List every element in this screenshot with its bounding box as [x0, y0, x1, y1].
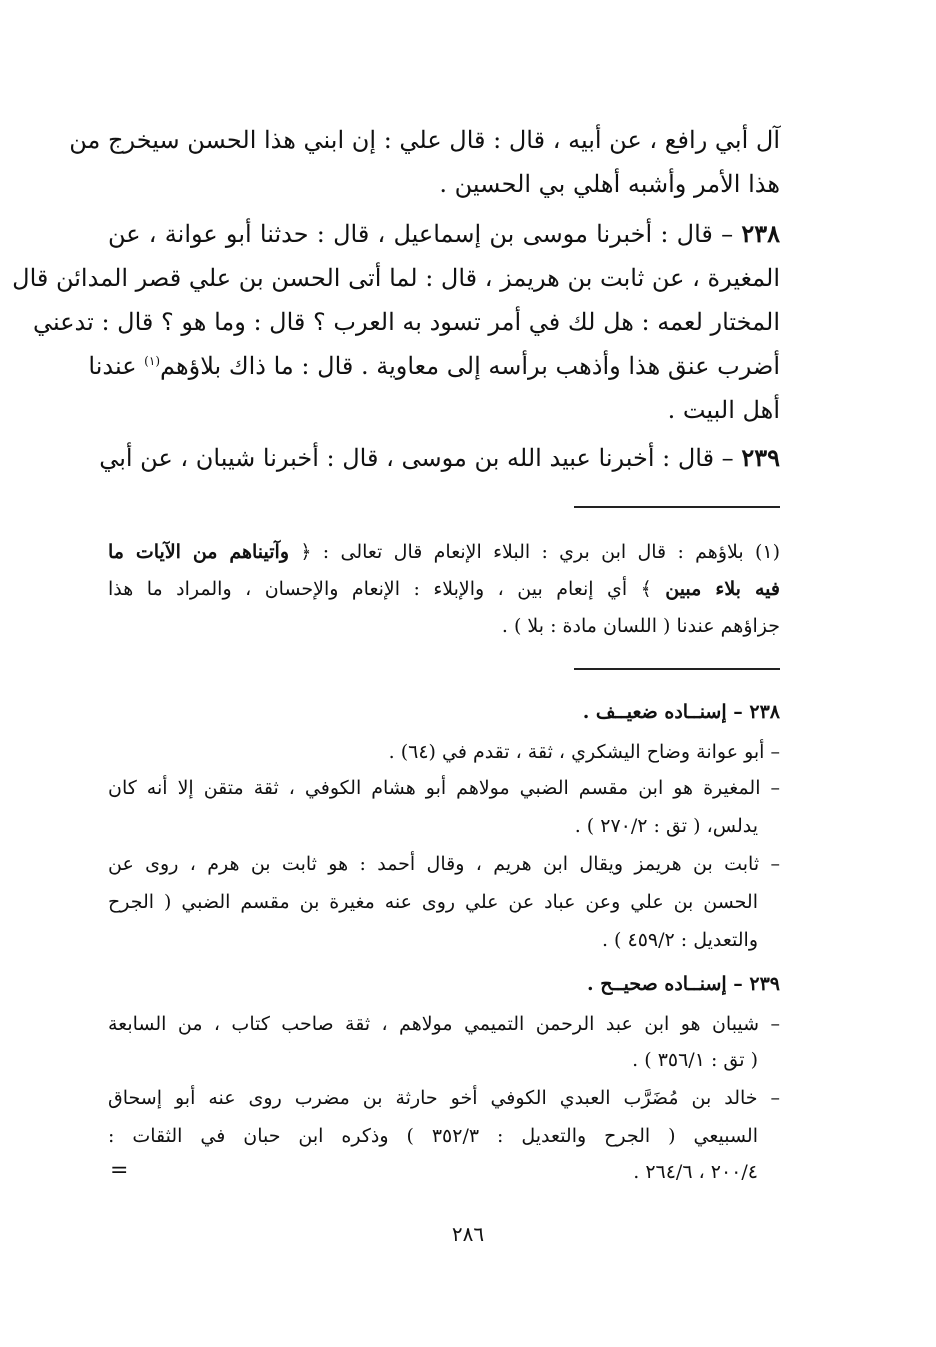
commentary-line: – شيبان هو ابن عبد الرحمن التميمي مولاهم ، ثقة صاحب كتاب ، من السابعة — [108, 1013, 780, 1035]
commentary-line: الحسن بن علي وعن عباد عن علي روى عنه مغيرة بن مقسم الضبي ( الجرح — [108, 891, 758, 913]
main-line: آل أبي رافع ، عن أبيه ، قال : قال علي : إن ابني هذا الحسن سيخرج من — [69, 126, 780, 154]
hadith-239-line: ٢٣٩ – قال : أخبرنا عبيد الله بن موسى ، قال : أخبرنا شيبان ، عن أبي — [99, 443, 780, 472]
footnote-separator — [574, 506, 780, 508]
commentary-line: ٢٠٠/٤ ، ٢٦٤/٦ . — [633, 1161, 758, 1183]
page-number: ٢٨٦ — [451, 1222, 485, 1246]
commentary-line: ( تق : ٣٥٦/١ ) . — [632, 1049, 758, 1071]
footnote-line: (١) بلاؤهم : قال ابن بري : البلاء الإنعام قال تعالى : ﴿ وآتيناهم من الآيات ما — [108, 541, 780, 563]
commentary-heading-238: ٢٣٨ – إسنــاده ضعيــف . — [582, 701, 780, 723]
commentary-separator — [574, 668, 780, 670]
commentary-line: – ثابت بن هريمز ويقال ابن هريم ، وقال أحمد : هو ثابت بن هرم ، روى عن — [108, 853, 780, 875]
hadith-number-239: ٢٣٩ — [741, 443, 780, 472]
main-line: المغيرة ، عن ثابت بن هريمز ، قال : لما أتى الحسن بن علي قصر المدائن قال — [12, 264, 780, 292]
continuation-mark: = — [110, 1158, 129, 1183]
main-line: أهل البيت . — [667, 396, 780, 424]
commentary-line: السبيعي ( الجرح والتعديل : ٣٥٢/٣ ) وذكره ابن حبان في الثقات : — [108, 1125, 759, 1147]
main-line: هذا الأمر وأشبه أهلي بي الحسين . — [439, 170, 780, 198]
main-line: المختار لعمه : هل لك في أمر تسود به العرب ؟ قال : وما هو ؟ قال : تدعني — [32, 308, 780, 336]
commentary-heading-239: ٢٣٩ – إسنــاده صحيــح . — [587, 973, 780, 995]
footnote-reference: (١) — [144, 354, 160, 368]
footnote-line: فيه بلاء مبين ﴾ أي إنعام بين ، والإبلاء : الإنعام والإحسان ، والمراد ما هذا — [108, 578, 780, 600]
footnote-line: جزاؤهم عندنا ( اللسان مادة : بلا ) . — [501, 615, 780, 637]
footnote-marker: (١) — [754, 541, 780, 563]
commentary-line: – أبو عوانة وضاح اليشكري ، ثقة ، تقدم في (٦٤) . — [388, 741, 780, 763]
hadith-238-line: ٢٣٨ – قال : أخبرنا موسى بن إسماعيل ، قال : حدثنا أبو عوانة ، عن — [108, 219, 780, 248]
footnote — [108, 534, 780, 644]
main-text — [12, 118, 780, 478]
commentary-line: – المغيرة هو ابن مقسم الضبي مولاهم أبو هشام الكوفي ، ثقة متقن إلا أنه كان — [108, 777, 780, 799]
commentary — [108, 694, 780, 1194]
hadith-number-238: ٢٣٨ — [741, 219, 780, 248]
commentary-line: – خالد بن مُضَرَّب العبدي الكوفي أخو حارثة بن مضرب روى عنه أبو إسحاق — [108, 1087, 780, 1109]
commentary-line: يدلس، ( تق : ٢٧٠/٢ ) . — [574, 815, 758, 837]
main-line: أضرب عنق هذا وأذهب برأسه إلى معاوية . قال : ما ذاك بلاؤهم$^{(١)}$ عندنا — [88, 352, 780, 380]
commentary-line: والتعديل : ٤٥٩/٢ ) . — [601, 929, 758, 951]
